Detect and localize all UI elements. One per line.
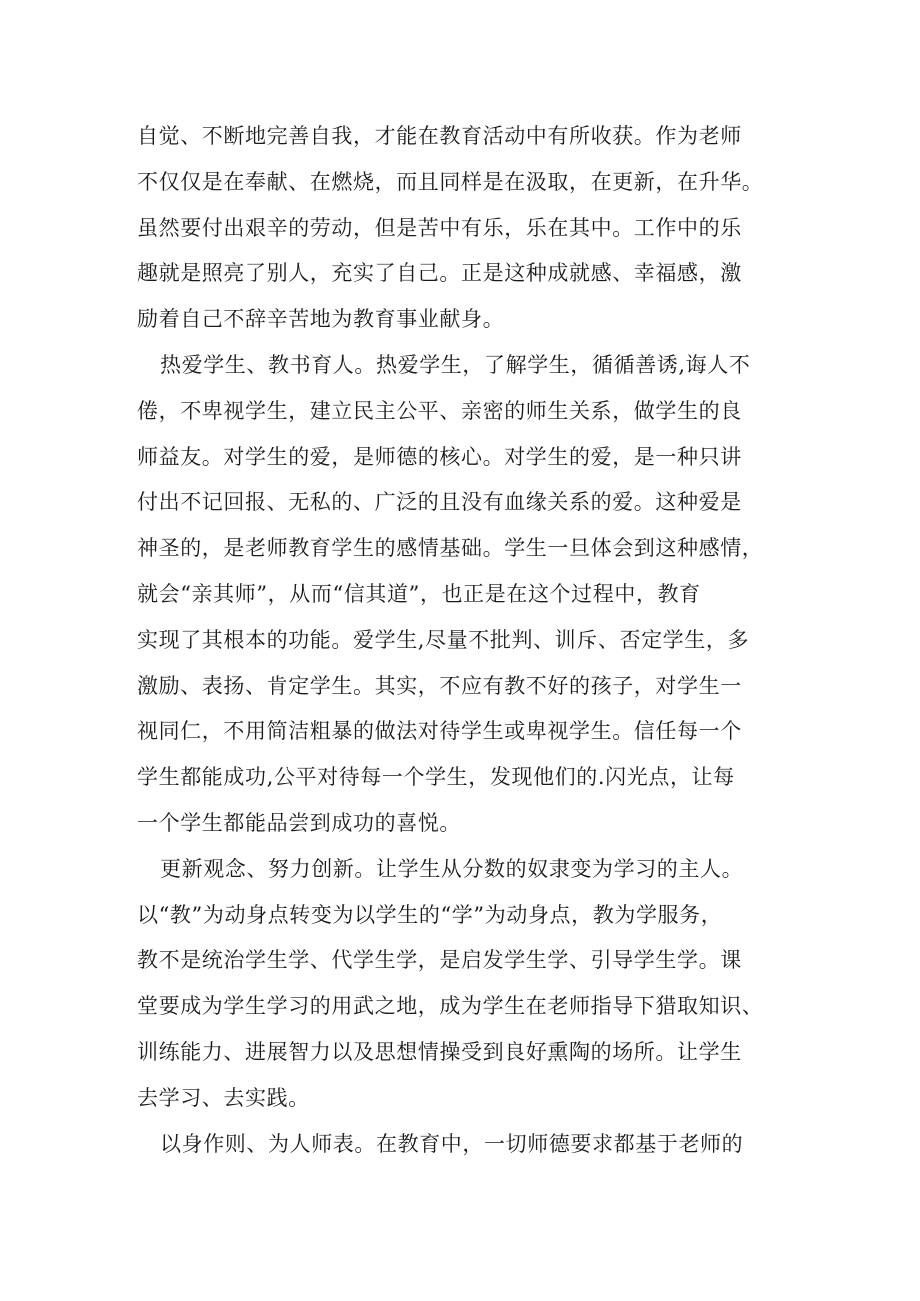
text-line: 励着自己不辞辛苦地为教育事业献身。 <box>137 307 505 332</box>
paragraph <box>137 343 793 847</box>
text-line: 更新观念、努力创新。让学生从分数的奴隶变为学习的主人。 <box>160 856 744 881</box>
text-line: 就会“亲其师”，从而“信其道”，也正是在这个过程中，教育 <box>137 581 701 606</box>
text-line: 激励、表扬、肯定学生。其实，不应有教不好的孩子，对学生一 <box>137 673 742 698</box>
text-line: 热爱学生、教书育人。热爱学生，了解学生，循循善诱,诲人不 <box>160 352 751 377</box>
text-line: 师益友。对学生的爱，是师德的核心。对学生的爱，是一种只讲 <box>137 444 742 469</box>
text-line: 不仅仅是在奉献、在燃烧，而且同样是在汲取，在更新，在升华。 <box>137 169 764 194</box>
paragraph <box>137 1122 793 1168</box>
text-line: 以“教”为动身点转变为以学生的“学”为动身点，教为学服务， <box>137 902 723 927</box>
text-line: 教不是统治学生学、代学生学，是启发学生学、引导学生学。课 <box>137 948 742 973</box>
text-line: 以身作则、为人师表。在教育中，一切师德要求都基于老师的 <box>160 1131 744 1156</box>
body-text <box>137 114 793 1167</box>
text-line: 倦，不卑视学生，建立民主公平、亲密的师生关系，做学生的良 <box>137 398 742 423</box>
text-line: 训练能力、进展智力以及思想情操受到良好熏陶的场所。让学生 <box>137 1039 742 1064</box>
text-line: 学生都能成功,公平对待每一个学生，发现他们的.闪光点，让每 <box>137 765 735 790</box>
text-line: 视同仁，不用简洁粗暴的做法对待学生或卑视学生。信任每一个 <box>137 719 742 744</box>
text-line: 付出不记回报、无私的、广泛的且没有血缘关系的爱。这种爱是 <box>137 490 742 515</box>
text-line: 自觉、不断地完善自我，才能在教育活动中有所收获。作为老师 <box>137 124 742 148</box>
text-line: 一个学生都能品尝到成功的喜悦。 <box>137 810 461 835</box>
paragraph <box>137 114 793 343</box>
paragraph <box>137 847 793 1122</box>
text-line: 虽然要付出艰辛的劳动，但是苦中有乐，乐在其中。工作中的乐 <box>137 215 742 240</box>
text-line: 去学习、去实践。 <box>137 1085 310 1110</box>
text-line: 堂要成为学生学习的用武之地，成为学生在老师指导下猎取知识、 <box>137 994 764 1019</box>
text-line: 趣就是照亮了别人，充实了自己。正是这种成就感、幸福感，激 <box>137 261 742 286</box>
text-line: 神圣的，是老师教育学生的感情基础。学生一旦体会到这种感情， <box>137 536 764 561</box>
text-line: 实现了其根本的功能。爱学生,尽量不批判、训斥、否定学生，多 <box>137 627 750 652</box>
